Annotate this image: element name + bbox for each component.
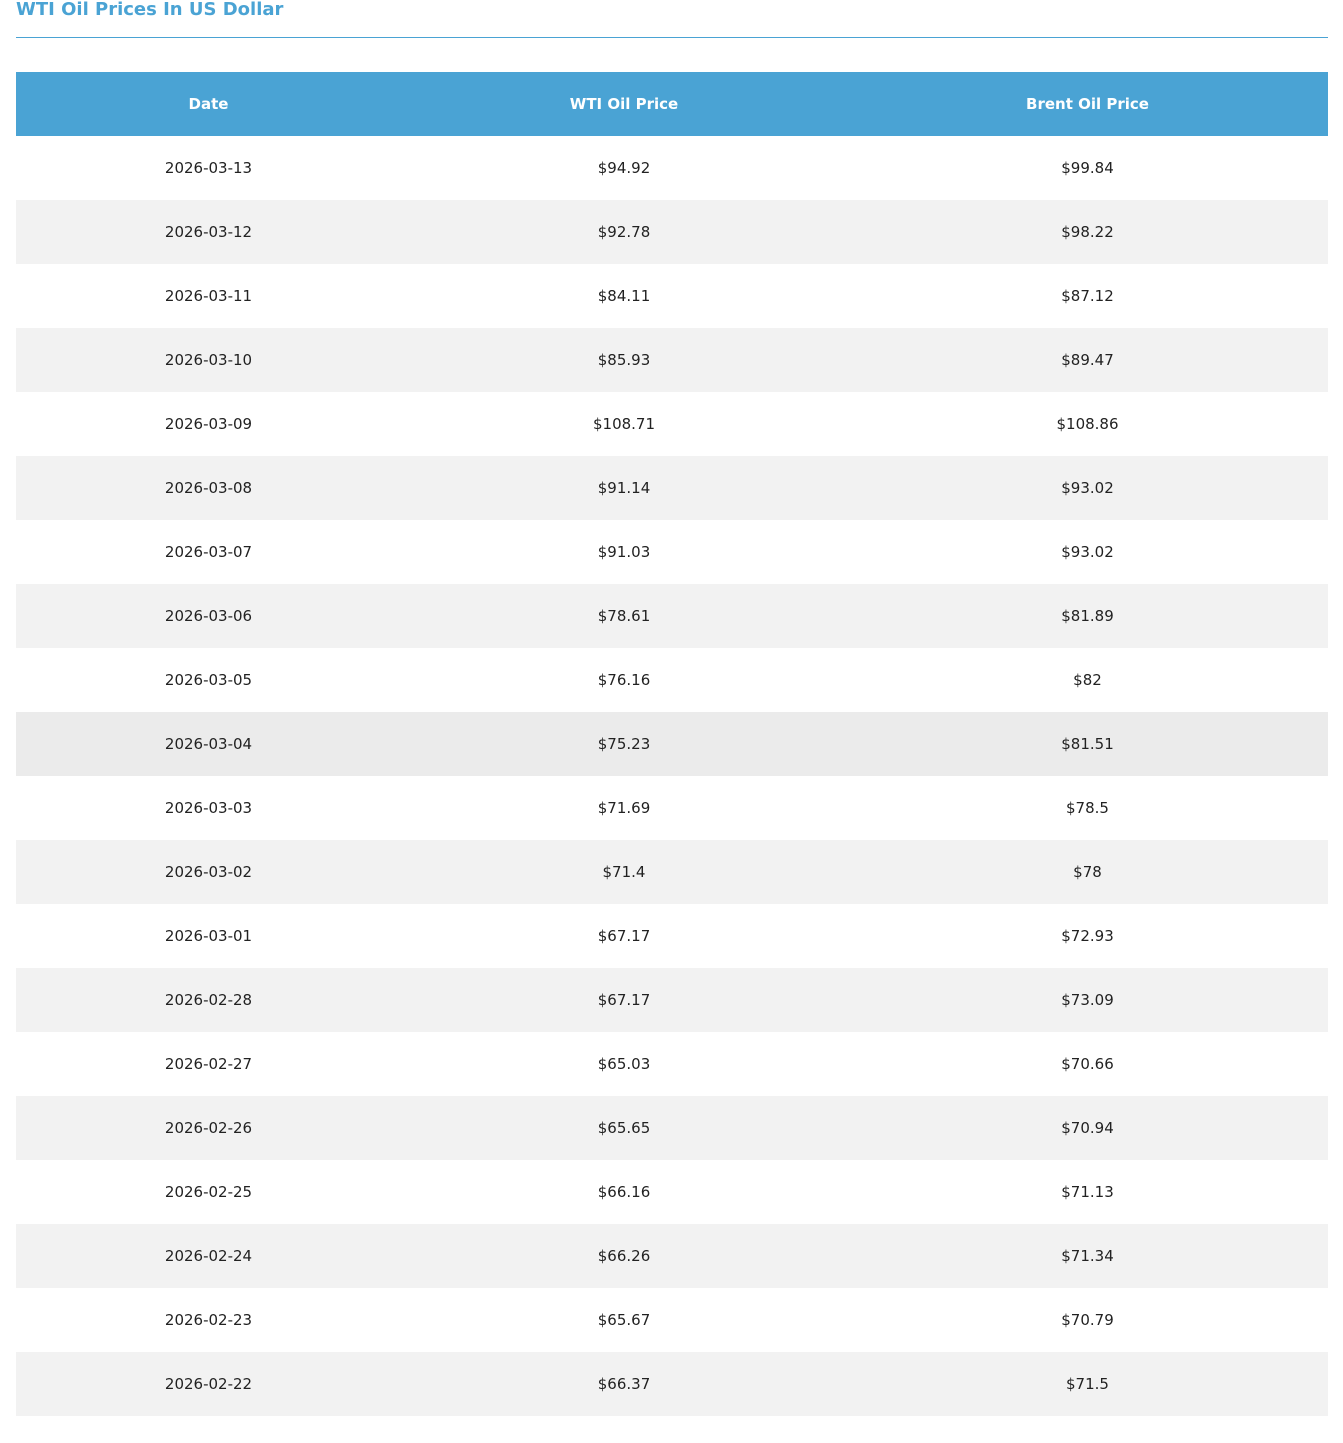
cell-brent-price: $72.93 xyxy=(1061,927,1114,945)
table-row xyxy=(16,392,1328,456)
table-row xyxy=(16,840,1328,904)
page-title: WTI Oil Prices In US Dollar xyxy=(16,0,284,20)
cell-date: 2026-02-24 xyxy=(164,1247,253,1265)
cell-wti-price: $84.11 xyxy=(597,287,651,305)
table-row xyxy=(16,904,1328,968)
cell-wti-price: $85.93 xyxy=(597,351,651,369)
table-row xyxy=(16,520,1328,584)
cell-date: 2026-02-27 xyxy=(164,1055,253,1073)
oil-prices-table xyxy=(16,72,1328,1416)
cell-wti-price: $108.71 xyxy=(592,415,656,433)
cell-wti-price: $66.37 xyxy=(597,1375,651,1393)
table-header xyxy=(16,72,1328,136)
cell-date: 2026-03-01 xyxy=(164,927,253,945)
cell-brent-price: $93.02 xyxy=(1061,543,1114,561)
cell-wti-price: $94.92 xyxy=(597,159,651,177)
cell-wti-price: $67.17 xyxy=(597,927,651,945)
cell-date: 2026-03-08 xyxy=(164,479,253,497)
cell-date: 2026-03-11 xyxy=(164,287,253,305)
table-row xyxy=(16,776,1328,840)
cell-wti-price: $65.67 xyxy=(597,1311,651,1329)
table-row xyxy=(16,456,1328,520)
cell-wti-price: $71.4 xyxy=(602,863,646,881)
cell-date: 2026-03-06 xyxy=(164,607,253,625)
cell-wti-price: $78.61 xyxy=(597,607,651,625)
cell-wti-price: $65.03 xyxy=(597,1055,651,1073)
cell-brent-price: $108.86 xyxy=(1056,415,1119,433)
cell-brent-price: $71.5 xyxy=(1066,1375,1109,1393)
cell-wti-price: $65.65 xyxy=(597,1119,651,1137)
table-row xyxy=(16,584,1328,648)
cell-date: 2026-03-13 xyxy=(164,159,253,177)
cell-brent-price: $93.02 xyxy=(1061,479,1114,497)
table-row xyxy=(16,200,1328,264)
column-header-wti-price[interactable]: WTI Oil Price xyxy=(569,95,679,113)
column-header-date[interactable]: Date xyxy=(188,95,229,113)
cell-brent-price: $70.66 xyxy=(1061,1055,1114,1073)
cell-wti-price: $75.23 xyxy=(597,735,651,753)
table-row xyxy=(16,136,1328,200)
cell-date: 2026-02-26 xyxy=(164,1119,253,1137)
cell-brent-price: $89.47 xyxy=(1061,351,1114,369)
cell-date: 2026-02-28 xyxy=(164,991,253,1009)
table-row xyxy=(16,1224,1328,1288)
cell-date: 2026-02-25 xyxy=(164,1183,253,1201)
cell-brent-price: $71.13 xyxy=(1061,1183,1114,1201)
table-row xyxy=(16,328,1328,392)
cell-date: 2026-03-07 xyxy=(164,543,253,561)
table-header-row xyxy=(16,72,1328,136)
cell-wti-price: $91.14 xyxy=(597,479,651,497)
table-row xyxy=(16,968,1328,1032)
cell-brent-price: $99.84 xyxy=(1061,159,1114,177)
cell-date: 2026-03-04 xyxy=(164,735,253,753)
cell-brent-price: $98.22 xyxy=(1061,223,1114,241)
cell-date: 2026-03-10 xyxy=(164,351,253,369)
cell-wti-price: $91.03 xyxy=(597,543,651,561)
cell-brent-price: $73.09 xyxy=(1061,991,1114,1009)
cell-brent-price: $78.5 xyxy=(1066,799,1109,817)
table-row xyxy=(16,1096,1328,1160)
cell-wti-price: $92.78 xyxy=(597,223,651,241)
table-row xyxy=(16,264,1328,328)
cell-date: 2026-03-02 xyxy=(164,863,253,881)
cell-date: 2026-02-23 xyxy=(164,1311,253,1329)
cell-date: 2026-02-22 xyxy=(164,1375,253,1393)
cell-wti-price: $67.17 xyxy=(597,991,651,1009)
table-row xyxy=(16,648,1328,712)
cell-brent-price: $82 xyxy=(1073,671,1102,689)
cell-date: 2026-03-12 xyxy=(164,223,253,241)
cell-brent-price: $81.89 xyxy=(1061,607,1114,625)
table-row xyxy=(16,1352,1328,1416)
cell-brent-price: $87.12 xyxy=(1061,287,1114,305)
cell-wti-price: $71.69 xyxy=(597,799,651,817)
cell-brent-price: $71.34 xyxy=(1061,1247,1114,1265)
cell-date: 2026-03-03 xyxy=(164,799,253,817)
column-header-brent-price[interactable]: Brent Oil Price xyxy=(1026,95,1149,113)
cell-brent-price: $78 xyxy=(1073,863,1102,881)
table-body xyxy=(16,136,1328,1416)
cell-wti-price: $66.16 xyxy=(597,1183,651,1201)
cell-brent-price: $70.79 xyxy=(1061,1311,1114,1329)
cell-wti-price: $76.16 xyxy=(597,671,651,689)
table-row xyxy=(16,1032,1328,1096)
table-row xyxy=(16,712,1328,776)
cell-brent-price: $70.94 xyxy=(1061,1119,1114,1137)
table-row xyxy=(16,1160,1328,1224)
cell-wti-price: $66.26 xyxy=(597,1247,651,1265)
title-divider xyxy=(16,37,1328,38)
cell-date: 2026-03-09 xyxy=(164,415,253,433)
cell-brent-price: $81.51 xyxy=(1061,735,1114,753)
table-row xyxy=(16,1288,1328,1352)
cell-date: 2026-03-05 xyxy=(164,671,253,689)
